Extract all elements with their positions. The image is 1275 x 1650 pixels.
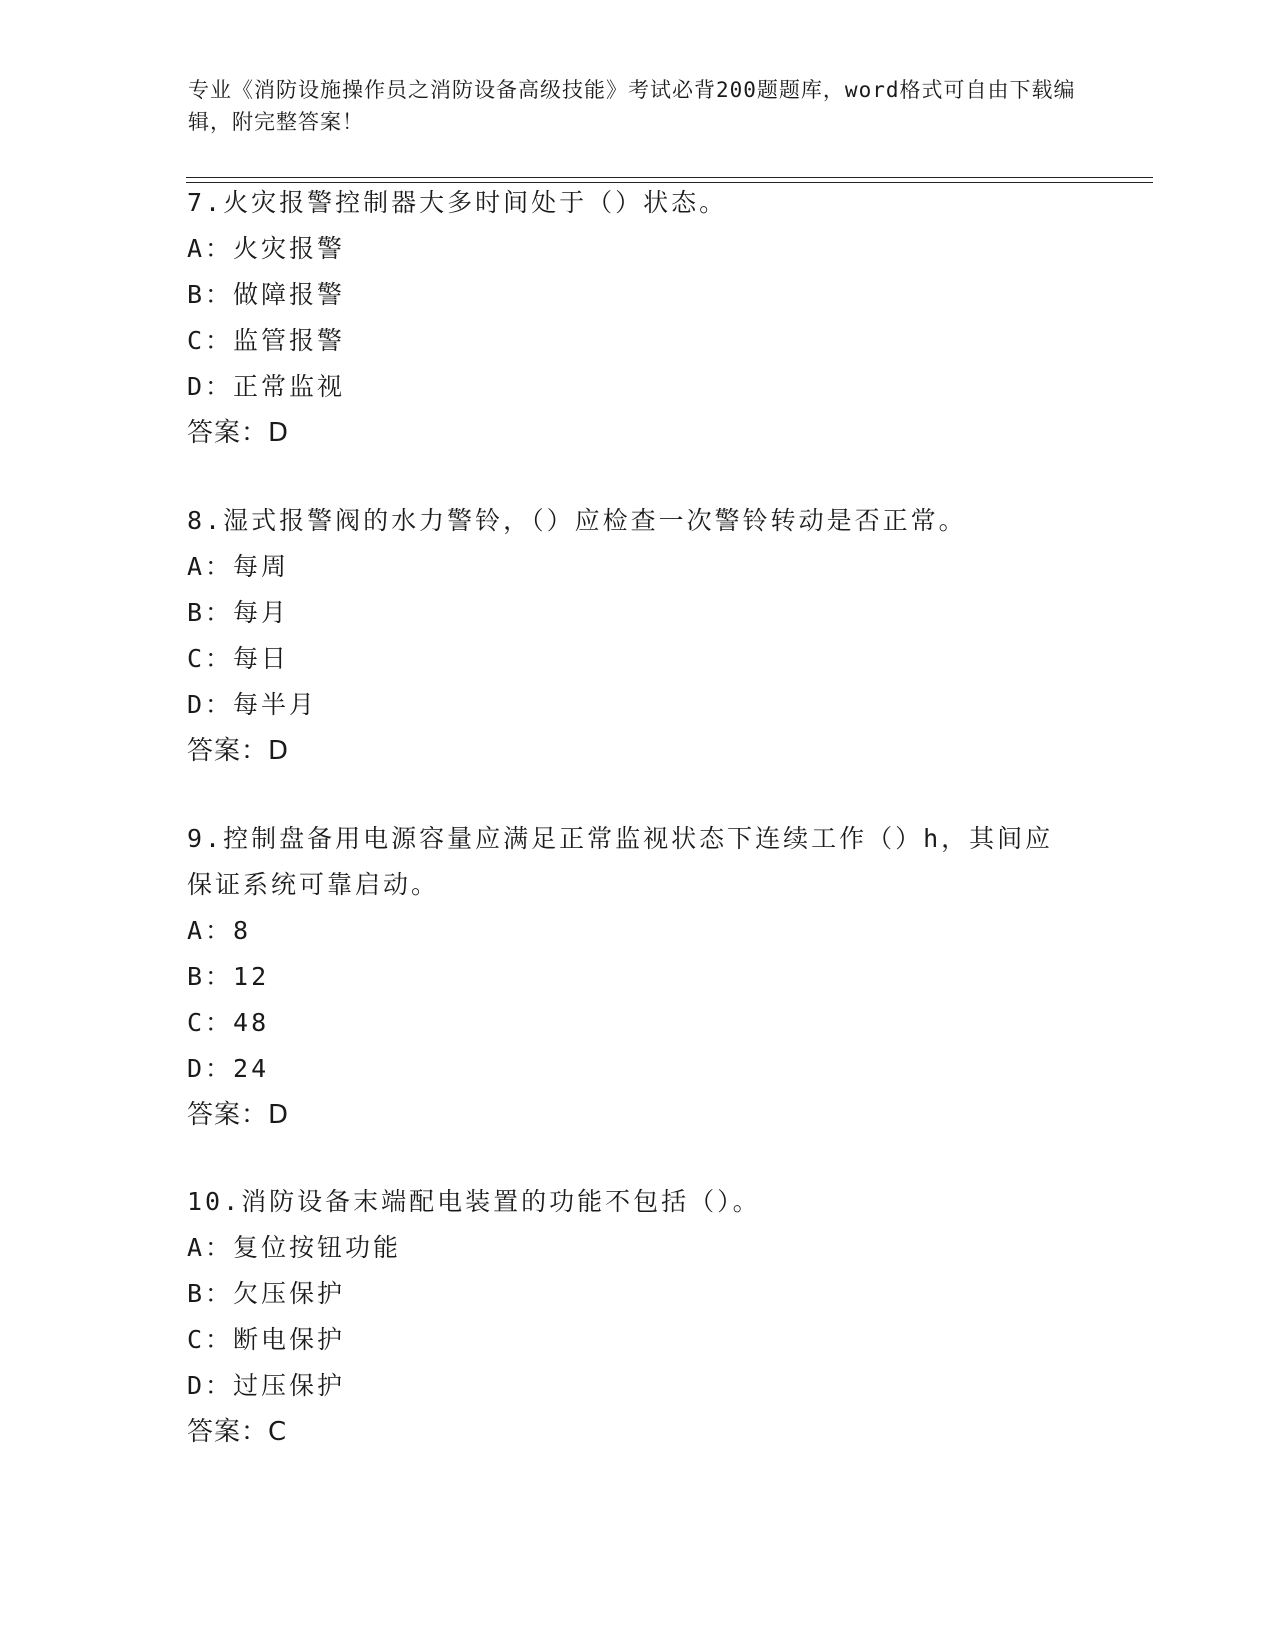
option-d: D：24 xyxy=(187,1054,270,1083)
option-d: D：每半月 xyxy=(187,690,318,719)
question-block xyxy=(187,498,1087,774)
document-intro: 专业《消防设施操作员之消防设备高级技能》考试必背200题题库，word格式可自由下载编辑，附完整答案！ xyxy=(188,78,1076,134)
option-a: A：复位按钮功能 xyxy=(187,1233,402,1262)
option-b: B：每月 xyxy=(187,598,290,627)
option-d: D：过压保护 xyxy=(187,1371,346,1400)
question-block xyxy=(187,816,1087,1138)
question-stem: 10.消防设备末端配电装置的功能不包括（）。 xyxy=(187,1187,761,1216)
option-a: A：火灾报警 xyxy=(187,234,346,263)
question-block xyxy=(187,180,1087,456)
question-stem: 9.控制盘备用电源容量应满足正常监视状态下连续工作（）h，其间应保证系统可靠启动。 xyxy=(187,824,1054,899)
option-c: C：每日 xyxy=(187,644,290,673)
option-c: C：监管报警 xyxy=(187,326,346,355)
answer-line: 答案：D xyxy=(187,736,290,766)
question-stem: 8.湿式报警阀的水力警铃，（）应检查一次警铃转动是否正常。 xyxy=(187,506,967,535)
question-block xyxy=(187,1179,1087,1455)
question-stem: 7.火灾报警控制器大多时间处于（）状态。 xyxy=(187,188,728,217)
option-a: A：每周 xyxy=(187,552,290,581)
answer-line: 答案：D xyxy=(187,1100,290,1130)
option-b: B：做障报警 xyxy=(187,280,346,309)
option-b: B：欠压保护 xyxy=(187,1279,346,1308)
option-d: D：正常监视 xyxy=(187,372,346,401)
option-c: C：断电保护 xyxy=(187,1325,346,1354)
answer-line: 答案：D xyxy=(187,418,290,448)
answer-line: 答案：C xyxy=(187,1417,288,1447)
option-a: A：8 xyxy=(187,916,252,945)
option-c: C：48 xyxy=(187,1008,270,1037)
option-b: B：12 xyxy=(187,962,270,991)
